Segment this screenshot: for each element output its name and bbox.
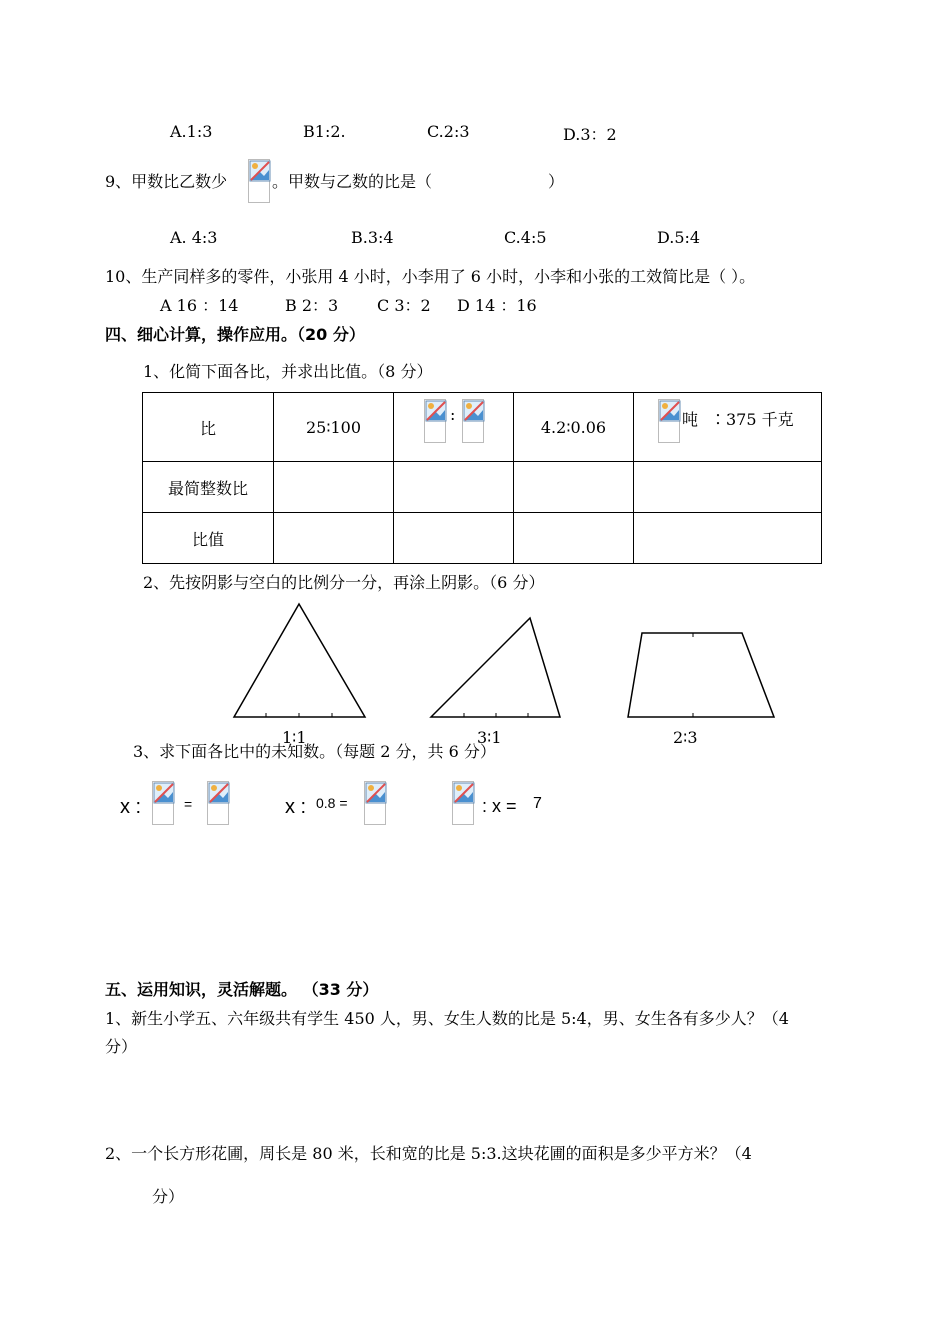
q9-option-b: B.3:4 [351, 228, 394, 247]
shape-label-2: 3∶1 [477, 728, 502, 747]
s4-q1-title: 1、化简下面各比，并求出比值。（8 分） [143, 362, 433, 381]
trapezoid-shape [628, 633, 774, 717]
ratio-2-separator: : [450, 405, 456, 424]
q9-close-paren: ） [548, 172, 565, 191]
answer-cell [634, 513, 822, 564]
ratio-table [142, 392, 822, 564]
triangle-shape-1 [234, 604, 365, 717]
fraction-image-placeholder [462, 399, 484, 443]
ratio-4-unit: 吨 [682, 410, 699, 429]
q8-option-b: B1:2. [303, 122, 346, 141]
q10-text: 10、生产同样多的零件，小张用 4 小时，小李用了 6 小时，小李和小张的工效简比是（ ）。 [105, 267, 756, 286]
fraction-image-placeholder [424, 399, 446, 443]
q8-option-c: C.2:3 [427, 122, 470, 141]
s5-q1-line2: 分） [105, 1037, 138, 1056]
fraction-image-placeholder [452, 781, 474, 825]
q8-option-d: D.3：2 [563, 125, 617, 144]
fraction-image-placeholder [248, 159, 270, 203]
q9-option-d: D.5:4 [657, 228, 701, 247]
row-label-ratio: 比 [143, 393, 274, 462]
section-4-title: 四、细心计算，操作应用。（20 分） [105, 325, 365, 344]
answer-cell [514, 462, 634, 513]
s5-q2-line1: 2、一个长方形花圃，周长是 80 米，长和宽的比是 5:3.这块花圃的面积是多少平方米？（4 [105, 1144, 752, 1163]
ratio-cell-4 [634, 393, 822, 462]
eq2-x: x : [285, 796, 307, 818]
s4-q3-title: 3、求下面各比中的未知数。（每题 2 分，共 6 分） [133, 742, 496, 761]
row-label-value: 比值 [143, 513, 274, 564]
eq2-rest: 0.8 = [316, 795, 348, 811]
fraction-image-placeholder [364, 781, 386, 825]
shapes-figure [220, 600, 800, 730]
eq1-equals: = [184, 796, 193, 812]
eq1-x: x : [120, 796, 142, 818]
q10-option-d: D 14 ：16 [457, 296, 537, 315]
ratio-cell-3: 4.2∶0.06 [514, 393, 634, 462]
q9-option-a: A. 4:3 [170, 228, 218, 247]
q10-option-c: C 3：2 [377, 296, 431, 315]
section-5-title: 五、运用知识，灵活解题。 （33 分） [105, 980, 379, 999]
fraction-image-placeholder [207, 781, 229, 825]
shape-label-1: 1∶1 [282, 728, 307, 747]
fraction-image-placeholder [152, 781, 174, 825]
eq3-value: 7 [533, 795, 542, 812]
answer-cell [514, 513, 634, 564]
ratio-cell-2 [394, 393, 514, 462]
q9-text-before: 9、甲数比乙数少 [105, 172, 228, 191]
answer-cell [394, 462, 514, 513]
answer-cell [394, 513, 514, 564]
ratio-4-rest: ∶375 千克 [710, 410, 794, 429]
row-label-simplest: 最简整数比 [143, 462, 274, 513]
answer-cell [274, 513, 394, 564]
answer-cell [274, 462, 394, 513]
s5-q1-line1: 1、新生小学五、六年级共有学生 450 人，男、女生人数的比是 5:4，男、女生各有多少人？（4 [105, 1009, 789, 1028]
q8-option-a: A.1:3 [170, 122, 213, 141]
triangle-shape-2 [431, 618, 560, 717]
s4-q2-title: 2、先按阴影与空白的比例分一分，再涂上阴影。（6 分） [143, 573, 545, 592]
answer-cell [634, 462, 822, 513]
q9-option-c: C.4:5 [504, 228, 547, 247]
fraction-image-placeholder [658, 399, 680, 443]
q10-option-b: B 2：3 [285, 296, 339, 315]
shape-label-3: 2∶3 [673, 728, 698, 747]
q9-text-after: 。甲数与乙数的比是（ [272, 172, 433, 191]
ratio-cell-1: 25∶100 [274, 393, 394, 462]
eq3-rest: : x = [482, 796, 517, 816]
q10-option-a: A 16 ：14 [160, 296, 239, 315]
s5-q2-line2: 分） [152, 1187, 185, 1206]
